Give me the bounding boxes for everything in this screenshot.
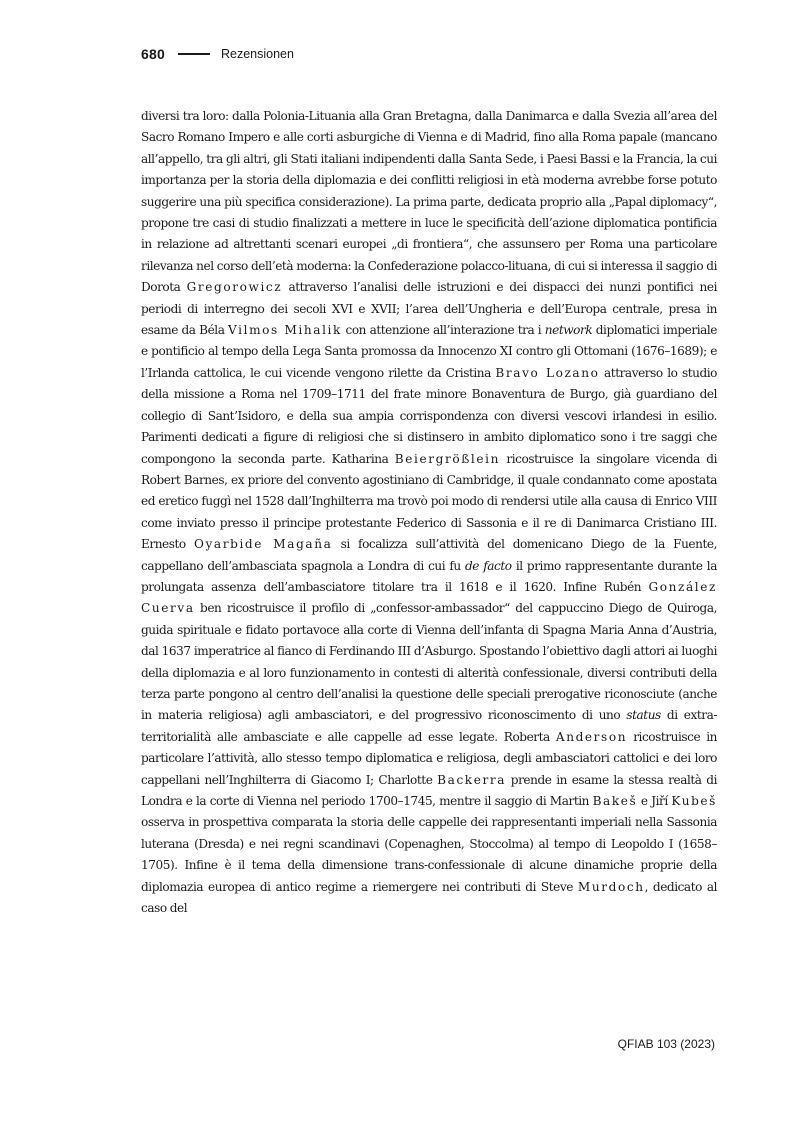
text-run: diplomatici imperiale e pontificio al tempo della Lega Santa promossa da Innocenzo XI contro gli Ottomani (1676–1689); e l’Irlanda cattolica, le cui vicende vengono rilette da Cristina: [141, 323, 717, 380]
author-surname: Gregorowicz: [186, 280, 283, 295]
author-surname: Beiergrößlein: [394, 451, 501, 466]
italic-term: network: [544, 323, 593, 338]
text-run: e Jiří: [637, 794, 672, 808]
text-run: diversi tra loro: dalla Polonia-Lituania alla Gran Bretagna, dalla Danimarca e dalla Svezia all’area del Sacro Romano Impero e alle corti asburgiche di Vienna e di Madrid, fino alla Roma papale (mancano all’appello, tra gli altri, gli Stati italiani indipendenti dalla Santa Sede, i Paesi Bassi e la Francia, la cui importanza per la storia della diplomazia e dei conflitti religiosi in età moderna avrebbe forse potuto suggerire una più specifica considerazione). La prima parte, dedicata proprio alla „Papal diplomacy“, propone tre casi di studio finalizzati a mettere in luce le specificità dell’azione diplomatica pontificia in relazione ad altrettanti scenari europei „di frontiera“, che assunsero per Roma una particolare rilevanza nel corso dell’età moderna: la Confederazione polacco-lituana, di cui si interessa il saggio di Dorota: [141, 109, 717, 295]
author-surname: Anderson: [555, 729, 628, 744]
header-rule: [178, 53, 210, 55]
text-run: di extra-territorialità alle ambasciate e alle cappelle ad esse legate. Roberta: [141, 708, 717, 744]
section-label: Rezensionen: [220, 47, 294, 61]
text-run: si focalizza sull’attività del domenicano Diego de la Fuente, cappellano dell’ambasciata spagnola a Londra di cui fu: [141, 537, 717, 573]
author-surname: Murdoch: [577, 879, 645, 894]
text-run: prende in esame la stessa realtà di Londra e la corte di Vienna nel periodo 1700–1745, mentre il saggio di Martin: [141, 772, 717, 808]
author-surname: Oyarbide Magaña: [193, 537, 333, 552]
text-run: attraverso lo studio della missione a Roma nel 1709–1711 del frate minore Bonaventura de Burgo, già guardiano del collegio di Sant’Isidoro, e della sua ampia corrispondenza con diversi vescovi irlandesi in esilio. Parimenti dedicati a figure di religiosi che si distinsero in ambito diplomatico sono i tre saggi che compongono la seconda parte. Katharina: [141, 365, 717, 466]
text-run: osserva in prospettiva comparata la storia delle cappelle dei rappresentanti imperiali nella Sassonia luterana (Dresda) e nei regni scandinavi (Copenaghen, Stoccolma) al tempo di Leopoldo I (1658–1705). Infine è il tema della dimensione trans-confessionale di alcune dinamiche proprie della diplomazia europea di antico regime a riemergere nei contributi di Steve: [141, 815, 717, 894]
review-body-text: [141, 106, 717, 919]
text-run: ricostruisce la singolare vicenda di Robert Barnes, ex priore del convento agostiniano di Cambridge, il quale condannato come apostata ed eretico fuggì nel 1528 dall’Inghilterra ma trovò poi modo di rendersi utile alla causa di Enrico VIII come inviato presso il principe protestante Federico di Sassonia e il re di Danimarca Cristiano III. Ernesto: [141, 451, 717, 552]
text-run: ricostruisce in particolare l’attività, allo stesso tempo diplomatica e religiosa, degli ambasciatori cattolici e dei loro cappellani nell’Inghilterra di Giacomo I; Charlotte: [141, 729, 718, 787]
page-number: 680: [141, 46, 165, 62]
journal-footer: QFIAB 103 (2023): [617, 1037, 715, 1051]
text-run: ben ricostruisce il profilo di „confessor-ambassador“ del cappuccino Diego de Quiroga, guida spirituale e fidato portavoce alla corte di Vienna dell’infanta di Spagna Maria Anna d’Austria, dal 1637 imperatrice al fianco di Ferdinando III d’Asburgo. Spostando l’obiettivo dagli attori ai luoghi della diplomazia e al loro funzionamento in contesti di alterità confessionale, diversi contributi della terza parte pongono al centro dell’analisi la questione delle speciali prerogative riconosciute (anche in materia religiosa) agli ambasciatori, e del progressivo riconoscimento di uno: [141, 601, 717, 723]
author-surname: Bravo Lozano: [495, 365, 600, 380]
author-surname: González Cuerva: [141, 579, 717, 616]
text-run: , dedicato al caso del: [141, 879, 718, 916]
author-surname: Bakeš: [592, 794, 638, 808]
body-paragraph: [141, 106, 717, 919]
author-surname: Vilmos Mihalik: [228, 323, 342, 338]
text-run: attraverso l’analisi delle istruzioni e dei dispacci dei nunzi pontifici nei periodi di interregno dei secoli XVI e XVII; l’area dell’Ungheria e dell’Europa centrale, presa in esame da Béla: [141, 280, 717, 338]
text-run: il primo rappresentante durante la prolungata assenza dell’ambasciatore titolare tra il 1618 e il 1620. Infine Rubén: [141, 558, 717, 594]
text-run: con attenzione all’interazione tra i: [341, 323, 545, 338]
author-surname: Backerra: [437, 772, 507, 787]
italic-term: de facto: [465, 558, 512, 573]
running-header: [141, 44, 294, 64]
italic-term: status: [626, 708, 661, 723]
author-surname: Kubeš: [671, 794, 717, 808]
